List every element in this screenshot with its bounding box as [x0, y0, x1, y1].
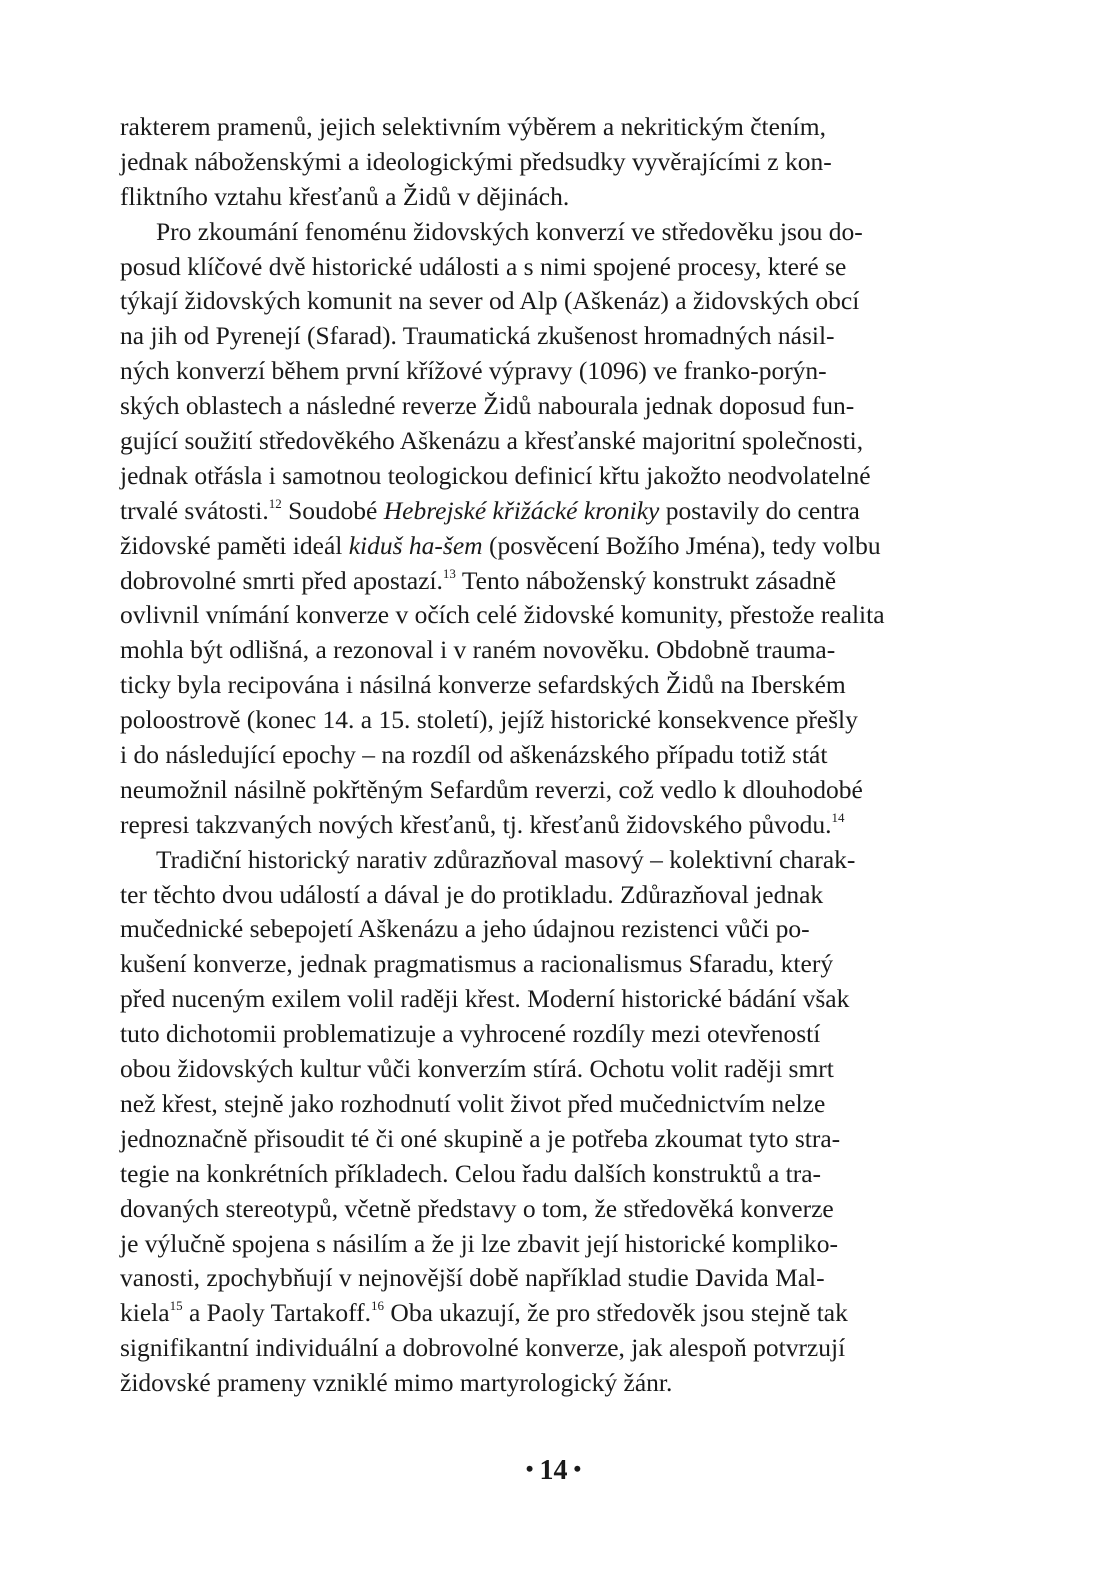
text-line — [120, 564, 980, 599]
text-segment: Tento náboženský konstrukt zásadně — [455, 565, 837, 595]
text-line — [120, 1227, 980, 1262]
text-line — [120, 354, 980, 389]
text-line — [120, 250, 980, 285]
page-number: 14 — [539, 1455, 568, 1486]
text-line — [120, 1261, 980, 1296]
text-line — [120, 1087, 980, 1122]
text-segment: represi takzvaných nových křesťanů, tj. křesťanů židovského původu. — [120, 809, 832, 839]
text-line — [120, 878, 980, 913]
text-line — [120, 529, 980, 564]
text-line — [120, 1052, 980, 1087]
text-segment: Pro zkoumání fenoménu židovských konverzí ve středověku jsou do- — [156, 216, 863, 246]
text-segment: ovlivnil vnímání konverze v očích celé židovské komunity, přestože realita — [120, 600, 885, 630]
text-line — [120, 1331, 980, 1366]
text-segment: poloostrově (konec 14. a 15. století), jejíž historické konsekvence přešly — [120, 705, 858, 735]
footnote-ref[interactable]: 13 — [442, 565, 456, 581]
text-segment: ných konverzí během první křížové výpravy (1096) ve franko-porýn- — [120, 356, 827, 386]
text-line — [120, 773, 980, 808]
italic-title: kiduš ha-šem — [348, 530, 483, 560]
text-segment: před nuceným exilem volil raději křest. Moderní historické bádání však — [120, 984, 850, 1014]
text-line — [120, 319, 980, 354]
text-line — [120, 1157, 980, 1192]
text-segment: ticky byla recipována i násilná konverze sefardských Židů na Iberském — [120, 670, 846, 700]
text-segment: trvalé svátosti. — [120, 495, 269, 525]
text-segment: Soudobé — [281, 495, 384, 525]
paragraph — [120, 110, 980, 215]
text-line — [120, 982, 980, 1017]
text-segment: Tradiční historický narativ zdůrazňoval masový – kolektivní charak- — [156, 844, 856, 874]
text-line — [120, 1366, 980, 1401]
text-segment: a Paoly Tartakoff. — [182, 1298, 372, 1328]
italic-title: Hebrejské křižácké kroniky — [383, 495, 660, 525]
text-line — [120, 598, 980, 633]
text-line — [120, 668, 980, 703]
text-segment: týkají židovských komunit na sever od Alp (Aškenáz) a židovských obcí — [120, 286, 860, 316]
text-line — [120, 180, 980, 215]
text-segment: dovaných stereotypů, včetně představy o tom, že středověká konverze — [120, 1193, 834, 1223]
text-segment: tegie na konkrétních příkladech. Celou řadu dalších konstruktů a tra- — [120, 1158, 822, 1188]
text-line — [120, 738, 980, 773]
text-line — [120, 459, 980, 494]
text-line — [120, 389, 980, 424]
paragraph — [120, 843, 980, 1401]
footnote-ref[interactable]: 15 — [169, 1298, 183, 1314]
text-line — [120, 215, 980, 250]
text-segment: mučednické sebepojetí Aškenázu a jeho údajnou rezistenci vůči po- — [120, 914, 810, 944]
text-segment: fliktního vztahu křesťanů a Židů v dějinách. — [120, 181, 570, 211]
text-segment: tuto dichotomii problematizuje a vyhrocené rozdíly mezi otevřeností — [120, 1019, 821, 1049]
text-segment: jednoznačně přisoudit té či oné skupině a je potřeba zkoumat tyto stra- — [120, 1123, 841, 1153]
text-segment: kiela — [120, 1298, 170, 1328]
text-line — [120, 947, 980, 982]
text-segment: jednak otřásla i samotnou teologickou definicí křtu jakožto neodvolatelné — [120, 460, 871, 490]
text-segment: gující soužití středověkého Aškenázu a křesťanské majoritní společnosti, — [120, 426, 864, 456]
text-segment: neumožnil násilně pokřtěným Sefardům reverzi, což vedlo k dlouhodobé — [120, 774, 863, 804]
text-segment: posud klíčové dvě historické události a s nimi spojené procesy, které se — [120, 251, 847, 281]
text-segment: signifikantní individuální a dobrovolné konverze, jak alespoň potvrzují — [120, 1333, 846, 1363]
text-line — [120, 110, 980, 145]
text-line — [120, 1296, 980, 1331]
text-line — [120, 703, 980, 738]
text-line — [120, 808, 980, 843]
text-segment: kušení konverze, jednak pragmatismus a racionalismus Sfaradu, který — [120, 949, 834, 979]
text-segment: i do následující epochy – na rozdíl od aškenázského případu totiž stát — [120, 740, 828, 770]
text-segment: dobrovolné smrti před apostazí. — [120, 565, 443, 595]
footnote-ref[interactable]: 12 — [268, 495, 282, 511]
text-line — [120, 145, 980, 180]
footnote-ref[interactable]: 14 — [831, 809, 845, 825]
footnote-ref[interactable]: 16 — [371, 1298, 385, 1314]
text-segment: na jih od Pyrenejí (Sfarad). Traumatická zkušenost hromadných násil- — [120, 321, 835, 351]
text-line — [120, 1017, 980, 1052]
text-line — [120, 633, 980, 668]
text-segment: je výlučně spojena s násilím a že ji lze zbavit její historické kompliko- — [120, 1228, 839, 1258]
page-body — [120, 110, 980, 1401]
bullet-ornament-right: • — [573, 1456, 582, 1481]
bullet-ornament-left: • — [525, 1456, 534, 1481]
text-segment: postavily do centra — [659, 495, 860, 525]
text-segment: ter těchto dvou událostí a dával je do protikladu. Zdůrazňoval jednak — [120, 879, 824, 909]
text-line — [120, 1122, 980, 1157]
page-number-footer — [0, 1452, 1107, 1488]
text-segment: židovské prameny vzniklé mimo martyrologický žánr. — [120, 1368, 673, 1398]
text-line — [120, 284, 980, 319]
text-line — [120, 494, 980, 529]
text-segment: jednak náboženskými a ideologickými předsudky vyvěrajícími z kon- — [120, 146, 832, 176]
text-line — [120, 843, 980, 878]
text-segment: rakterem pramenů, jejich selektivním výběrem a nekritickým čtením, — [120, 112, 826, 141]
text-segment: vanosti, zpochybňují v nejnovější době například studie Davida Mal- — [120, 1263, 825, 1293]
text-segment: Oba ukazují, že pro středověk jsou stejně tak — [384, 1298, 848, 1328]
text-segment: mohla být odlišná, a rezonoval i v raném novověku. Obdobně trauma- — [120, 635, 836, 665]
text-line — [120, 912, 980, 947]
text-segment: (posvěcení Božího Jména), tedy volbu — [482, 530, 881, 560]
paragraph — [120, 215, 980, 843]
text-line — [120, 424, 980, 459]
text-line — [120, 1192, 980, 1227]
text-segment: ských oblastech a následné reverze Židů nabourala jednak doposud fun- — [120, 391, 855, 421]
text-segment: než křest, stejně jako rozhodnutí volit život před mučednictvím nelze — [120, 1088, 826, 1118]
text-segment: židovské paměti ideál — [120, 530, 349, 560]
text-segment: obou židovských kultur vůči konverzím stírá. Ochotu volit raději smrt — [120, 1054, 834, 1084]
